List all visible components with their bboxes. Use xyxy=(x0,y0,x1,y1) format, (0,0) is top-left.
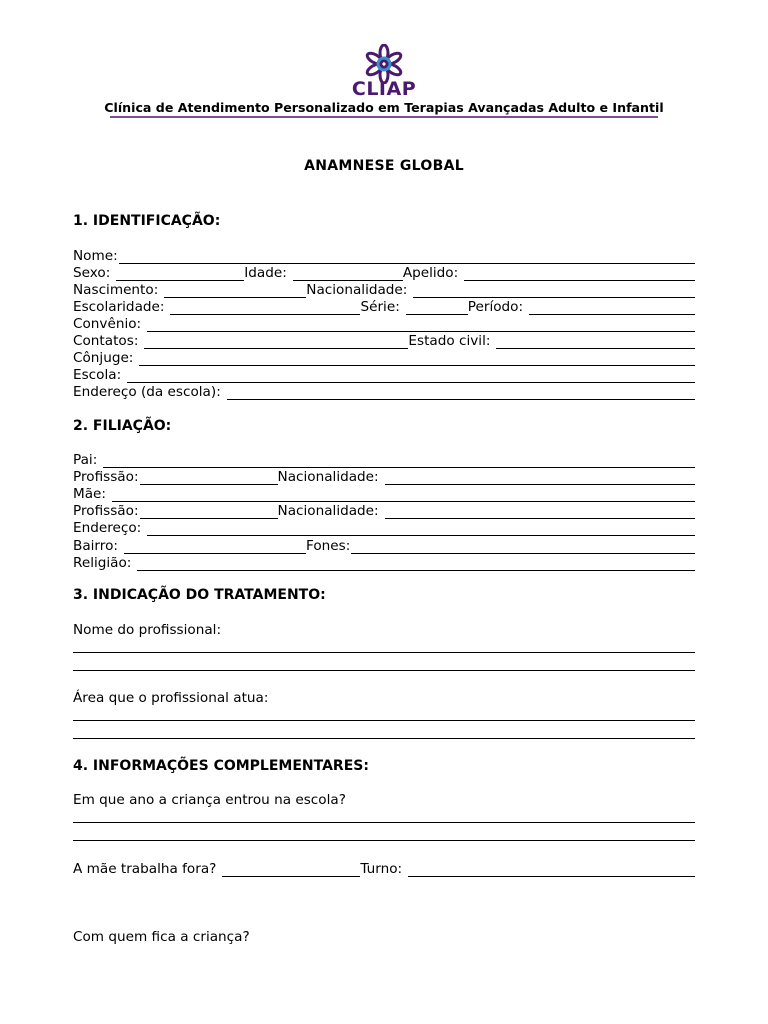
field-row-escola xyxy=(73,366,695,383)
field-row-contatos xyxy=(73,332,695,349)
field-row-endereco-escola xyxy=(73,383,695,400)
label-mae-trabalha: A mãe trabalha fora? xyxy=(73,861,217,877)
input-line-serie[interactable] xyxy=(406,301,468,315)
field-row-mae xyxy=(73,485,695,502)
label-periodo: Período: xyxy=(467,299,524,315)
label-endereco: Endereço: xyxy=(73,520,142,536)
label-nacionalidade: Nacionalidade: xyxy=(306,282,408,298)
field-row-bairro xyxy=(73,537,695,554)
input-line-nascimento[interactable] xyxy=(164,284,306,298)
input-line-idade[interactable] xyxy=(293,267,403,281)
label-profissao-pai: Profissão: xyxy=(73,469,139,485)
input-line-mae-trabalha[interactable] xyxy=(222,863,360,877)
input-line-pai[interactable] xyxy=(103,454,695,468)
section-title-complementares: 4. INFORMAÇÕES COMPLEMENTARES: xyxy=(73,758,369,774)
field-row-profissao-pai xyxy=(73,468,695,485)
label-religiao: Religião: xyxy=(73,555,132,571)
input-line-escola[interactable] xyxy=(127,369,695,383)
label-turno: Turno: xyxy=(360,861,403,877)
label-mae: Mãe: xyxy=(73,486,107,502)
field-row-mae-trabalha xyxy=(73,860,695,877)
input-line-nacionalidade-mae[interactable] xyxy=(385,505,695,519)
section-title-filiacao: 2. FILIAÇÃO: xyxy=(73,418,172,434)
input-line-nacionalidade-pai[interactable] xyxy=(385,471,695,485)
label-escola: Escola: xyxy=(73,367,122,383)
field-row-conjuge xyxy=(73,349,695,366)
input-line-bairro[interactable] xyxy=(124,540,306,554)
label-escolaridade: Escolaridade: xyxy=(73,299,165,315)
label-nascimento: Nascimento: xyxy=(73,282,159,298)
input-line-nacionalidade[interactable] xyxy=(413,284,695,298)
document-title: ANAMNESE GLOBAL xyxy=(304,158,464,174)
label-com-quem-fica: Com quem fica a criança? xyxy=(73,929,250,945)
label-contatos: Contatos: xyxy=(73,333,139,349)
clinic-subtitle: Clínica de Atendimento Personalizado em Terapias Avançadas Adulto e Infantil xyxy=(104,100,664,115)
input-line-nome-profissional-2[interactable] xyxy=(73,670,695,671)
input-line-profissao-mae[interactable] xyxy=(140,505,278,519)
input-line-endereco-escola[interactable] xyxy=(227,386,695,400)
field-row-endereco xyxy=(73,519,695,536)
input-line-profissao-pai[interactable] xyxy=(140,471,278,485)
header-divider xyxy=(110,116,658,118)
input-line-escolaridade[interactable] xyxy=(170,301,360,315)
label-endereco-escola: Endereço (da escola): xyxy=(73,384,221,400)
label-nome-profissional: Nome do profissional: xyxy=(73,622,222,638)
field-row-convenio xyxy=(73,315,695,332)
field-row-escolaridade xyxy=(73,298,695,315)
input-line-apelido[interactable] xyxy=(464,267,695,281)
label-ano-escola: Em que ano a criança entrou na escola? xyxy=(73,792,346,808)
label-bairro: Bairro: xyxy=(73,538,118,554)
input-line-area-profissional-1[interactable] xyxy=(73,720,695,721)
field-row-profissao-mae xyxy=(73,502,695,519)
field-row-nome xyxy=(73,247,695,264)
label-idade: Idade: xyxy=(244,265,287,281)
label-sexo: Sexo: xyxy=(73,265,111,281)
input-line-periodo[interactable] xyxy=(529,301,695,315)
section-title-identificacao: 1. IDENTIFICAÇÃO: xyxy=(73,213,221,229)
brand-name: CLIAP xyxy=(351,78,417,100)
section-title-indicacao: 3. INDICAÇÃO DO TRATAMENTO: xyxy=(73,587,326,603)
label-estado-civil: Estado civil: xyxy=(408,333,491,349)
field-row-sexo xyxy=(73,264,695,281)
input-line-convenio[interactable] xyxy=(147,318,695,332)
field-row-pai xyxy=(73,451,695,468)
input-line-religiao[interactable] xyxy=(137,557,695,571)
label-area-profissional: Área que o profissional atua: xyxy=(73,690,269,706)
label-nome: Nome: xyxy=(73,248,118,264)
label-nacionalidade-pai: Nacionalidade: xyxy=(277,469,379,485)
label-apelido: Apelido: xyxy=(402,265,459,281)
input-line-ano-escola-2[interactable] xyxy=(73,840,695,841)
field-row-religiao xyxy=(73,554,695,571)
label-fones: Fones: xyxy=(305,538,351,554)
input-line-area-profissional-2[interactable] xyxy=(73,738,695,739)
input-line-turno[interactable] xyxy=(408,863,695,877)
input-line-ano-escola-1[interactable] xyxy=(73,822,695,823)
input-line-contatos[interactable] xyxy=(144,335,408,349)
input-line-nome-profissional-1[interactable] xyxy=(73,652,695,653)
input-line-fones[interactable] xyxy=(351,540,695,554)
label-profissao-mae: Profissão: xyxy=(73,503,139,519)
input-line-endereco[interactable] xyxy=(147,522,695,536)
input-line-conjuge[interactable] xyxy=(139,352,695,366)
input-line-nome[interactable] xyxy=(119,250,695,264)
input-line-sexo[interactable] xyxy=(116,267,244,281)
label-serie: Série: xyxy=(360,299,400,315)
label-nacionalidade-mae: Nacionalidade: xyxy=(277,503,379,519)
field-row-nascimento xyxy=(73,281,695,298)
input-line-estado-civil[interactable] xyxy=(496,335,695,349)
label-conjuge: Cônjuge: xyxy=(73,350,134,366)
label-convenio: Convênio: xyxy=(73,316,142,332)
label-pai: Pai: xyxy=(73,452,98,468)
input-line-mae[interactable] xyxy=(112,488,695,502)
